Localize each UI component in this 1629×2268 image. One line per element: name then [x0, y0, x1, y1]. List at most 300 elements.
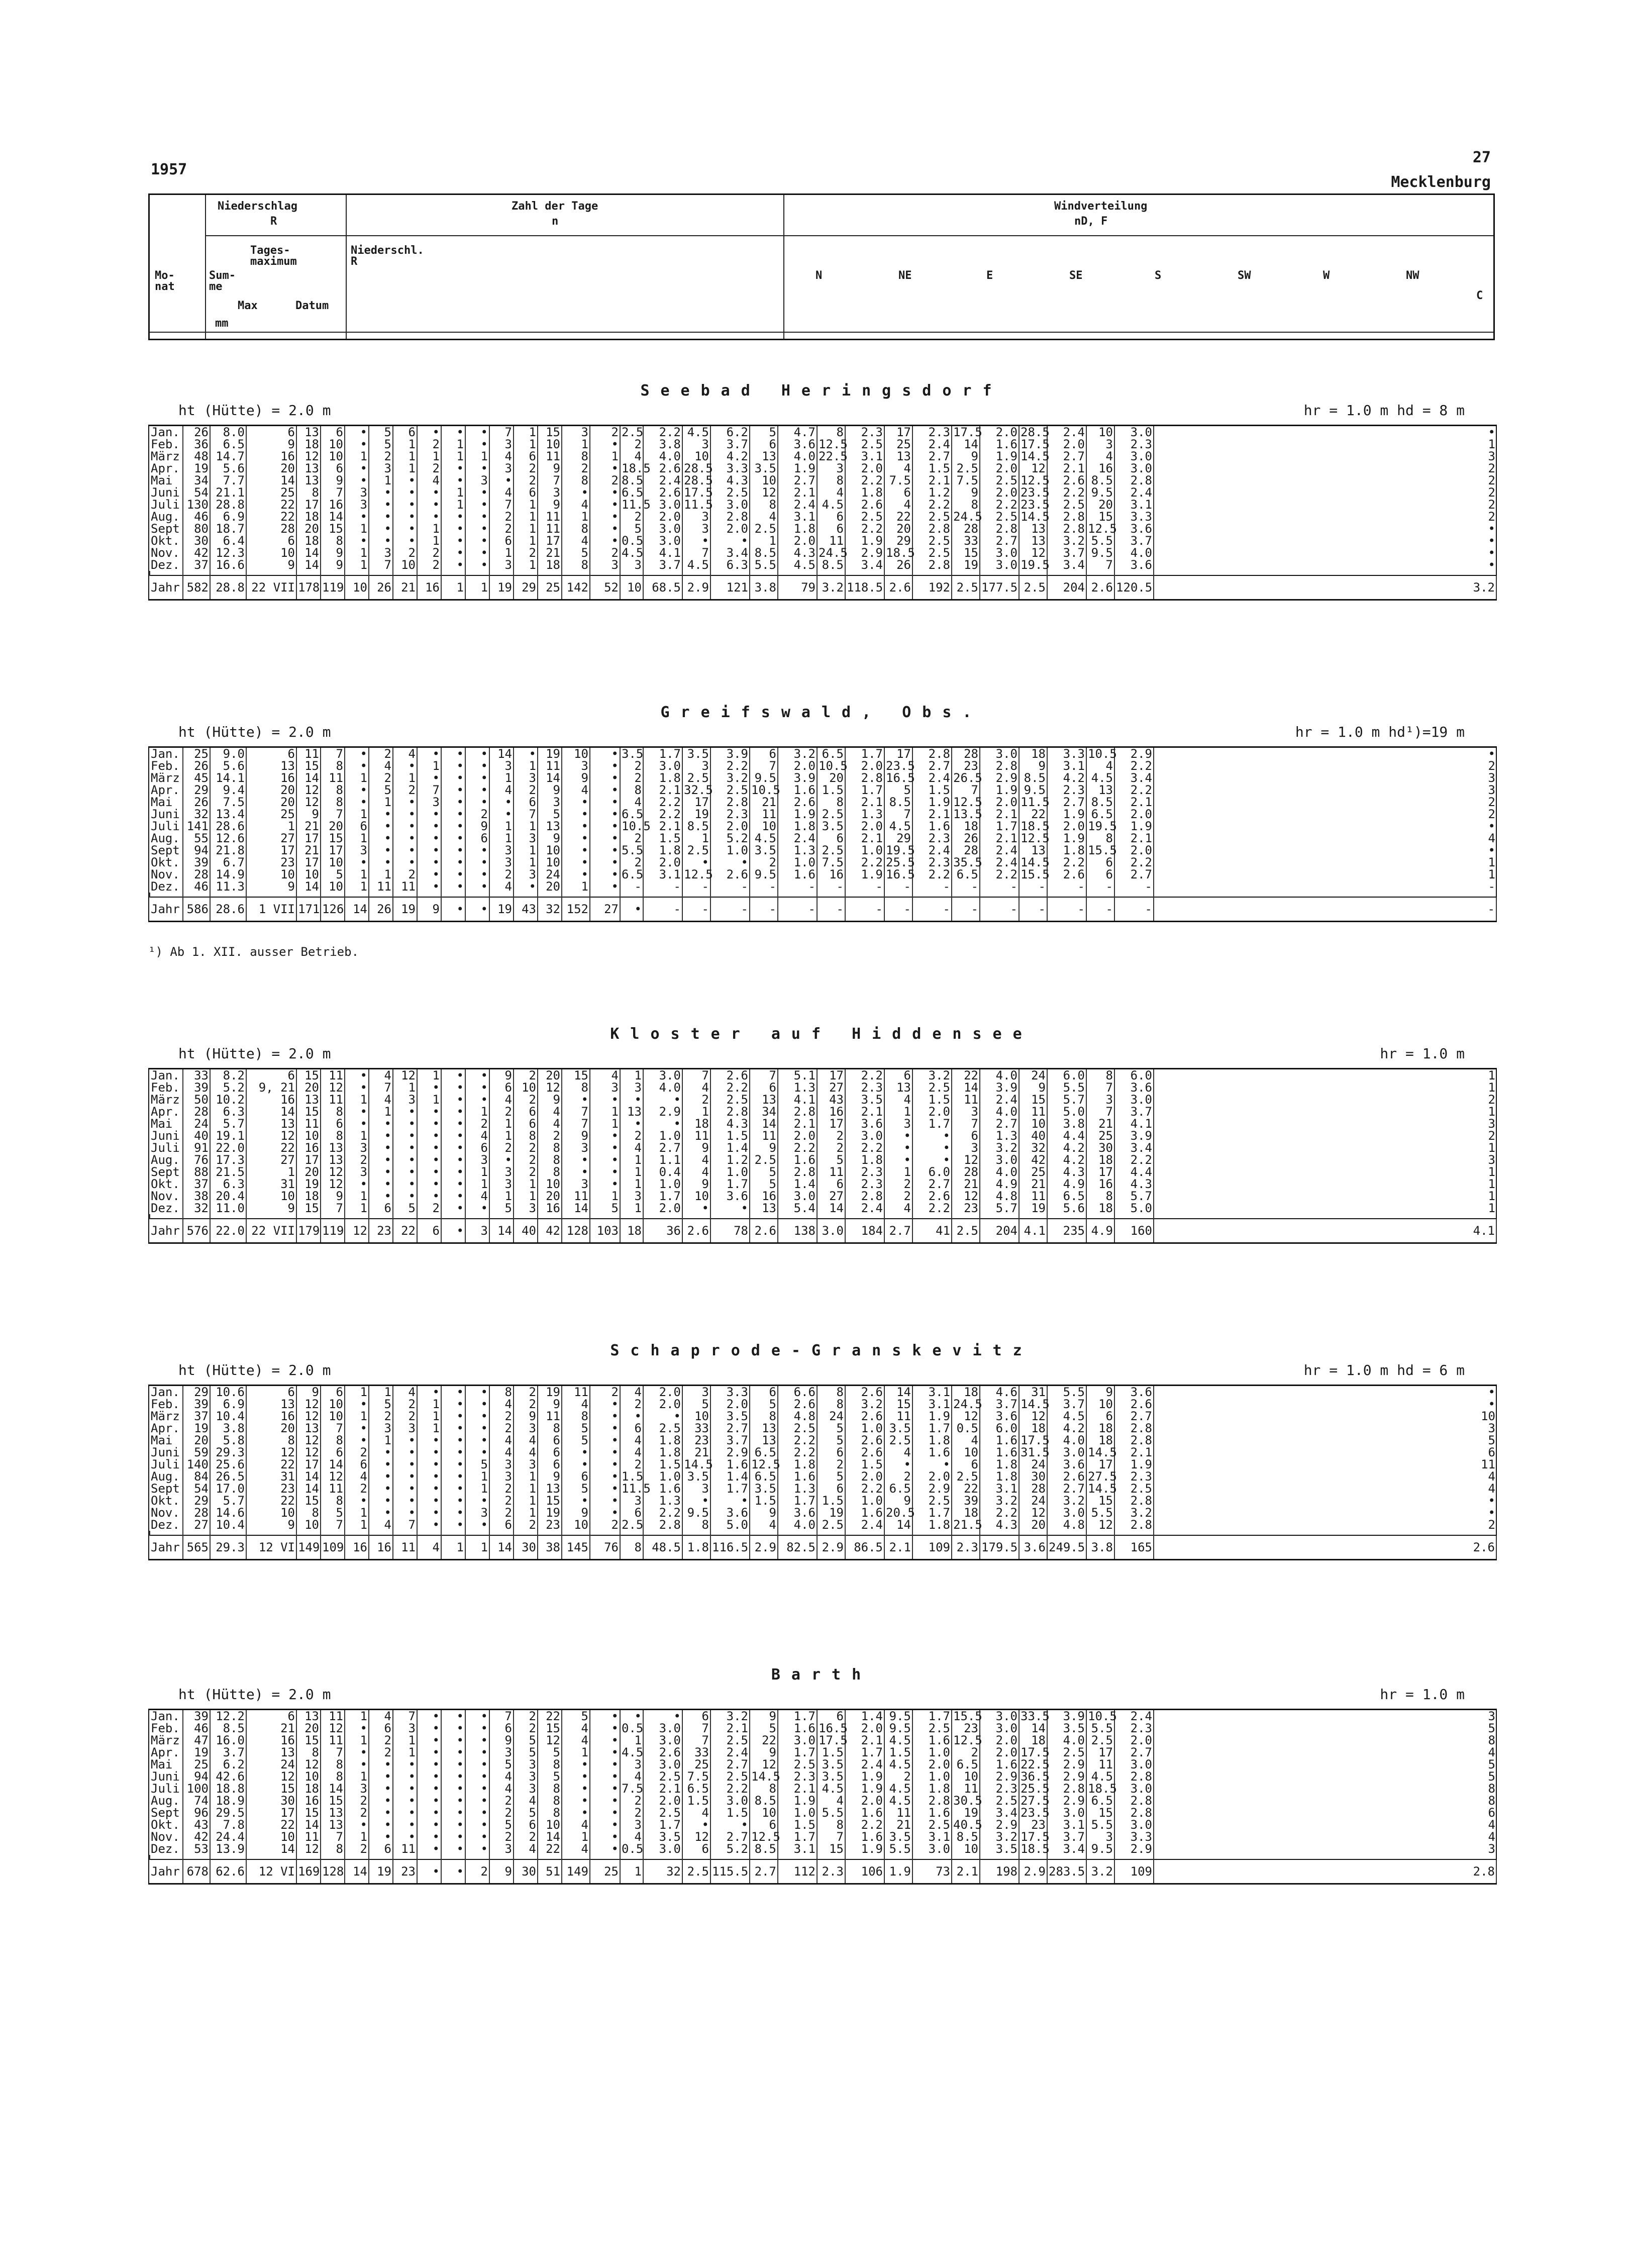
- month-cell: Jan.: [151, 425, 180, 439]
- table-cell: 3: [393, 1422, 417, 1434]
- table-cell: 2: [682, 1094, 710, 1106]
- table-row: [150, 535, 1496, 547]
- table-cell: 2: [369, 1734, 393, 1746]
- table-cell: 24.4: [210, 1831, 246, 1843]
- table-cell: 7: [417, 784, 441, 796]
- table-cell: 14: [321, 1458, 345, 1470]
- table-cell: •: [393, 474, 417, 486]
- table-cell: 2.2: [845, 1069, 884, 1081]
- table-cell: •: [562, 1758, 590, 1770]
- table-cell: 18: [952, 1386, 980, 1398]
- table-cell: 8: [321, 1770, 345, 1783]
- table-cell: 21: [884, 1819, 912, 1831]
- table-cell: 1.6: [643, 1483, 682, 1495]
- table-cell: 1.5: [884, 1746, 912, 1758]
- table-row: [150, 1831, 1496, 1843]
- table-cell: •: [369, 523, 393, 535]
- table-cell: 2: [1154, 1519, 1496, 1531]
- table-cell: 7: [489, 426, 514, 438]
- table-cell: 3.5: [817, 1758, 845, 1770]
- table-cell: •: [393, 760, 417, 772]
- table-cell: 2.6: [1047, 474, 1086, 486]
- table-cell: 1: [489, 772, 514, 784]
- table-cell: 8.0: [210, 426, 246, 438]
- table-cell: 2.5: [1047, 499, 1086, 511]
- table-cell: 2.2: [643, 796, 682, 808]
- table-cell: 6: [1154, 1446, 1496, 1458]
- table-cell: •: [912, 1154, 952, 1166]
- table-cell: 16: [817, 868, 845, 880]
- table-cell: 2: [345, 1446, 369, 1458]
- table-cell: 10: [321, 438, 345, 450]
- table-cell: 15: [321, 832, 345, 844]
- table-cell: 3.2: [778, 748, 817, 760]
- table-cell: 3.0: [1114, 462, 1154, 474]
- table-cell: 2: [369, 772, 393, 784]
- table-cell: 5: [562, 1434, 590, 1446]
- table-cell: 2.0: [1047, 438, 1086, 450]
- table-cell: 4: [1086, 450, 1114, 462]
- table-cell: 4.7: [778, 426, 817, 438]
- table-cell: 18.5: [1086, 1783, 1114, 1795]
- table-cell: 40: [514, 1219, 538, 1242]
- table-cell: 2.2: [643, 426, 682, 438]
- table-cell: 3: [620, 1081, 643, 1094]
- table-cell: 12: [1019, 547, 1047, 559]
- table-cell: 3.6: [710, 1507, 750, 1519]
- table-cell: 2.7: [980, 1118, 1019, 1130]
- table-cell: 13: [750, 1094, 778, 1106]
- table-cell: 6: [817, 1710, 845, 1722]
- table-cell: 1: [620, 1202, 643, 1214]
- table-cell: 3.0: [1114, 1819, 1154, 1831]
- table-cell: 4.5: [750, 832, 778, 844]
- table-cell: •: [417, 1470, 441, 1483]
- table-cell: 40: [183, 1130, 210, 1142]
- table-cell: 14: [296, 547, 321, 559]
- table-cell: 1: [1154, 438, 1496, 450]
- table-cell: •: [345, 1746, 369, 1758]
- table-cell: 5.6: [210, 760, 246, 772]
- table-cell: 14: [884, 1519, 912, 1531]
- table-row: [150, 1386, 1496, 1398]
- table-cell: 2.1: [1114, 796, 1154, 808]
- table-cell: 4.5: [1086, 1770, 1114, 1783]
- table-cell: 3.0: [643, 523, 682, 535]
- table-cell: •: [590, 1434, 620, 1446]
- table-cell: •: [562, 1807, 590, 1819]
- table-cell: 2.5: [912, 1722, 952, 1734]
- table-cell: 5: [321, 868, 345, 880]
- table-cell: 20.5: [884, 1507, 912, 1519]
- table-cell: 1.7: [778, 1746, 817, 1758]
- table-cell: •: [884, 1130, 912, 1142]
- table-cell: 2.9: [1047, 1770, 1086, 1783]
- table-cell: 4: [1086, 760, 1114, 772]
- table-cell: 6.5: [1086, 1795, 1114, 1807]
- table-cell: 4.1: [1114, 1118, 1154, 1130]
- month-cell: Juni: [151, 1129, 180, 1143]
- table-cell: 1.8: [1047, 844, 1086, 856]
- table-cell: 8: [562, 1410, 590, 1422]
- table-cell: 1: [417, 450, 441, 462]
- table-cell: 1: [345, 523, 369, 535]
- month-cell: Okt.: [151, 1494, 180, 1508]
- table-cell: 10.5: [750, 784, 778, 796]
- table-cell: 2.5: [952, 575, 980, 599]
- table-cell: 27: [590, 897, 620, 921]
- gauge-height: hr = 1.0 m hd¹)=19 m: [1295, 724, 1465, 740]
- table-cell: 17: [1086, 1746, 1114, 1758]
- table-cell: 6.0: [1114, 1069, 1154, 1081]
- table-cell: 3.5: [682, 748, 710, 760]
- table-cell: 3.6: [778, 1507, 817, 1519]
- table-cell: 16: [296, 1795, 321, 1807]
- table-cell: 1: [514, 438, 538, 450]
- table-cell: 40.5: [952, 1819, 980, 1831]
- table-cell: •: [590, 1458, 620, 1470]
- table-cell: 13: [246, 1398, 296, 1410]
- table-cell: 11: [750, 1130, 778, 1142]
- table-cell: 2: [514, 1519, 538, 1531]
- table-cell: 10.2: [210, 1094, 246, 1106]
- table-cell: 1: [369, 868, 393, 880]
- table-cell: 42: [1019, 1154, 1047, 1166]
- month-cell: Mai: [151, 473, 173, 487]
- table-cell: 10: [321, 450, 345, 462]
- table-cell: 1: [369, 474, 393, 486]
- table-cell: 3: [817, 462, 845, 474]
- table-cell: 3: [489, 1166, 514, 1178]
- header-datum: Datum: [295, 300, 329, 312]
- table-cell: 2.5: [912, 1081, 952, 1094]
- table-cell: 2: [393, 1398, 417, 1410]
- table-cell: 2.5: [980, 511, 1019, 523]
- table-cell: -: [980, 897, 1019, 921]
- table-cell: 33: [952, 535, 980, 547]
- hut-height: ht (Hütte) = 2.0 m: [178, 724, 331, 740]
- table-cell: 3.2: [980, 1831, 1019, 1843]
- table-cell: •: [441, 1202, 465, 1214]
- table-cell: 14: [538, 772, 562, 784]
- table-cell: 2.0: [710, 820, 750, 832]
- table-cell: 1.5: [710, 1130, 750, 1142]
- table-cell: 1.0: [845, 844, 884, 856]
- table-cell: 16.6: [210, 559, 246, 571]
- table-cell: 1.3: [643, 1495, 682, 1507]
- table-cell: 1.0: [845, 1422, 884, 1434]
- table-cell: •: [369, 1190, 393, 1202]
- table-cell: 204: [1047, 575, 1086, 599]
- table-cell: 14: [345, 1859, 369, 1883]
- table-cell: •: [643, 1094, 682, 1106]
- table-cell: •: [465, 1843, 489, 1855]
- table-cell: 1: [393, 1746, 417, 1758]
- table-cell: 12: [750, 486, 778, 499]
- table-cell: 1.7: [980, 820, 1019, 832]
- table-cell: 2.8: [1114, 1807, 1154, 1819]
- table-cell: 5: [1154, 1434, 1496, 1446]
- table-cell: •: [590, 523, 620, 535]
- table-cell: 4.0: [980, 1106, 1019, 1118]
- table-row: [150, 1081, 1496, 1094]
- table-cell: 15: [538, 426, 562, 438]
- table-cell: 20: [1019, 1519, 1047, 1531]
- table-cell: 2.5: [643, 1422, 682, 1434]
- table-cell: 24: [1019, 1069, 1047, 1081]
- table-cell: 100: [183, 1783, 210, 1795]
- table-cell: 25: [590, 1859, 620, 1883]
- table-cell: 29.3: [210, 1446, 246, 1458]
- month-cell: Nov.: [151, 1506, 180, 1520]
- table-cell: 3.5: [620, 748, 643, 760]
- table-cell: 3: [489, 856, 514, 868]
- table-cell: 1: [620, 1069, 643, 1081]
- table-cell: 14: [246, 1106, 296, 1118]
- month-cell: März: [151, 449, 180, 463]
- table-cell: 2: [590, 1386, 620, 1398]
- table-cell: 2.2: [1114, 1154, 1154, 1166]
- table-cell: 4: [682, 1166, 710, 1178]
- table-cell: 6.5: [750, 1446, 778, 1458]
- table-cell: 17.5: [1019, 1434, 1047, 1446]
- table-cell: •: [369, 1819, 393, 1831]
- table-cell: 46: [183, 880, 210, 893]
- table-cell: 14: [296, 1470, 321, 1483]
- table-cell: 2.0: [912, 1758, 952, 1770]
- table-cell: 18: [296, 1190, 321, 1202]
- table-cell: 6: [321, 462, 345, 474]
- table-cell: 2: [489, 1795, 514, 1807]
- table-cell: •: [465, 1831, 489, 1843]
- table-cell: 20: [296, 1081, 321, 1094]
- table-cell: 2.8: [1114, 1495, 1154, 1507]
- table-cell: 6.3: [210, 1178, 246, 1190]
- table-cell: 3.2: [1047, 535, 1086, 547]
- table-cell: •: [590, 1722, 620, 1734]
- table-cell: 1.5: [912, 784, 952, 796]
- table-cell: 1.9: [845, 535, 884, 547]
- table-cell: 0.5: [952, 1422, 980, 1434]
- table-cell: 13.9: [210, 1843, 246, 1855]
- table-cell: 22.0: [210, 1219, 246, 1242]
- table-cell: 1.8: [643, 772, 682, 784]
- table-cell: •: [441, 426, 465, 438]
- table-cell: 2: [345, 1154, 369, 1166]
- table-cell: 2.5: [710, 784, 750, 796]
- table-cell: 5.7: [1114, 1190, 1154, 1202]
- table-cell: 16: [296, 1142, 321, 1154]
- table-cell: 1: [345, 808, 369, 820]
- table-cell: 17: [321, 844, 345, 856]
- table-cell: 3: [514, 1770, 538, 1783]
- table-cell: 3: [345, 1142, 369, 1154]
- table-cell: 2.8: [1114, 1770, 1154, 1783]
- table-cell: 10.6: [210, 1386, 246, 1398]
- table-cell: 3.1: [1047, 1819, 1086, 1831]
- table-cell: -: [1086, 897, 1114, 921]
- table-cell: •: [417, 1519, 441, 1531]
- table-cell: 12.3: [210, 547, 246, 559]
- table-cell: 1: [393, 438, 417, 450]
- table-cell: 11: [884, 1410, 912, 1422]
- table-cell: 9: [321, 559, 345, 571]
- table-cell: 12: [1019, 1507, 1047, 1519]
- table-cell: 4.0: [980, 1069, 1019, 1081]
- table-cell: 12.6: [210, 832, 246, 844]
- table-cell: 13: [884, 1081, 912, 1094]
- table-cell: 2.7: [1114, 868, 1154, 880]
- table-cell: -: [620, 880, 643, 893]
- table-cell: •: [417, 1081, 441, 1094]
- table-cell: 2.6: [845, 499, 884, 511]
- table-cell: 1.6: [912, 1807, 952, 1819]
- table-cell: •: [369, 535, 393, 547]
- table-cell: 2.2: [1114, 760, 1154, 772]
- table-cell: 2.7: [1047, 1483, 1086, 1495]
- month-cell: Okt.: [151, 1177, 180, 1191]
- table-cell: 4: [750, 511, 778, 523]
- table-cell: 12.5: [750, 1831, 778, 1843]
- table-cell: •: [643, 1118, 682, 1130]
- table-cell: 2.3: [1114, 1470, 1154, 1483]
- table-cell: 12: [296, 1410, 321, 1422]
- table-cell: 29: [183, 1495, 210, 1507]
- table-cell: •: [465, 499, 489, 511]
- table-cell: 119: [321, 1219, 345, 1242]
- table-cell: 2.3: [778, 1770, 817, 1783]
- table-cell: 3: [682, 438, 710, 450]
- table-cell: 6.2: [210, 1758, 246, 1770]
- table-cell: 30: [183, 535, 210, 547]
- table-cell: •: [590, 1130, 620, 1142]
- table-cell: 2: [817, 1458, 845, 1470]
- table-cell: 6: [465, 832, 489, 844]
- table-cell: 30.5: [952, 1795, 980, 1807]
- table-cell: 3.2: [912, 1069, 952, 1081]
- table-cell: 13: [750, 450, 778, 462]
- table-cell: 20: [538, 880, 562, 893]
- table-cell: 6: [682, 1843, 710, 1855]
- table-cell: •: [682, 535, 710, 547]
- table-cell: 3.2: [980, 1142, 1019, 1154]
- table-cell: 11.5: [682, 499, 710, 511]
- table-cell: 3: [369, 1422, 393, 1434]
- table-cell: 4: [884, 1094, 912, 1106]
- table-row: [150, 1458, 1496, 1470]
- table-cell: 4: [417, 474, 441, 486]
- table-cell: 6: [514, 1819, 538, 1831]
- table-cell: 2.3: [1114, 438, 1154, 450]
- table-cell: 2: [345, 1843, 369, 1855]
- table-cell: 2.8: [912, 748, 952, 760]
- table-cell: •: [345, 1758, 369, 1770]
- table-cell: 21: [296, 844, 321, 856]
- table-cell: 3.7: [1047, 547, 1086, 559]
- table-cell: 2.5: [912, 547, 952, 559]
- table-cell: 2.9: [1047, 1795, 1086, 1807]
- table-cell: 4: [489, 450, 514, 462]
- table-cell: 1: [590, 450, 620, 462]
- table-cell: 4: [562, 1722, 590, 1734]
- table-cell: 7: [1086, 1081, 1114, 1094]
- table-cell: 96: [183, 1807, 210, 1819]
- table-cell: 1: [441, 499, 465, 511]
- table-cell: •: [590, 844, 620, 856]
- table-cell: 1: [465, 450, 489, 462]
- table-cell: 13: [296, 474, 321, 486]
- table-cell: •: [393, 511, 417, 523]
- table-row: [150, 856, 1496, 868]
- table-cell: 4: [489, 1094, 514, 1106]
- table-cell: 9: [321, 1190, 345, 1202]
- table-cell: 4: [369, 1519, 393, 1531]
- table-cell: 1.8: [778, 523, 817, 535]
- table-cell: 28.5: [1019, 426, 1047, 438]
- table-cell: 1.5: [912, 1094, 952, 1106]
- table-cell: 15: [952, 547, 980, 559]
- table-cell: 54: [183, 1483, 210, 1495]
- table-cell: 9: [538, 1094, 562, 1106]
- table-cell: 3.0: [710, 499, 750, 511]
- table-cell: 7: [682, 1069, 710, 1081]
- table-cell: •: [590, 1758, 620, 1770]
- table-cell: •: [369, 1831, 393, 1843]
- table-cell: 3.9: [980, 1081, 1019, 1094]
- table-cell: 1.7: [643, 748, 682, 760]
- table-cell: •: [393, 1819, 417, 1831]
- header-divider: [150, 332, 1493, 333]
- table-cell: 7.8: [210, 1819, 246, 1831]
- table-cell: •: [441, 880, 465, 893]
- table-cell: 19: [183, 462, 210, 474]
- table-cell: 4.0: [778, 450, 817, 462]
- table-cell: 16: [538, 1202, 562, 1214]
- table-cell: •: [441, 1507, 465, 1519]
- table-cell: 11: [296, 1118, 321, 1130]
- table-cell: 0.4: [643, 1166, 682, 1178]
- table-cell: •: [393, 1154, 417, 1166]
- table-cell: 3.0: [1047, 1807, 1086, 1819]
- table-cell: 2.5: [980, 474, 1019, 486]
- table-cell: 20: [1086, 499, 1114, 511]
- table-cell: 2.5: [952, 1470, 980, 1483]
- table-cell: •: [441, 1142, 465, 1154]
- table-cell: •: [417, 1795, 441, 1807]
- table-cell: 3.2: [1086, 1859, 1114, 1883]
- table-cell: 3.8: [210, 1422, 246, 1434]
- table-cell: 17: [682, 796, 710, 808]
- table-cell: 15: [1086, 1495, 1114, 1507]
- table-cell: 2.5: [912, 1495, 952, 1507]
- table-cell: 1.9: [980, 450, 1019, 462]
- table-cell: 4: [1154, 832, 1496, 844]
- table-cell: 1.0: [912, 1746, 952, 1758]
- table-cell: 4: [369, 760, 393, 772]
- table-cell: 22 VII: [246, 575, 296, 599]
- table-cell: 11: [1019, 1190, 1047, 1202]
- table-cell: 2.8: [1154, 1859, 1496, 1883]
- table-cell: 1.0: [845, 1495, 884, 1507]
- table-cell: 19: [952, 1807, 980, 1819]
- table-cell: 21: [246, 1722, 296, 1734]
- table-cell: 7: [538, 474, 562, 486]
- table-cell: 4.3: [1114, 1178, 1154, 1190]
- table-cell: 53: [183, 1843, 210, 1855]
- table-cell: 10: [620, 575, 643, 599]
- table-cell: 4: [590, 1069, 620, 1081]
- header-unit: mm: [215, 317, 229, 330]
